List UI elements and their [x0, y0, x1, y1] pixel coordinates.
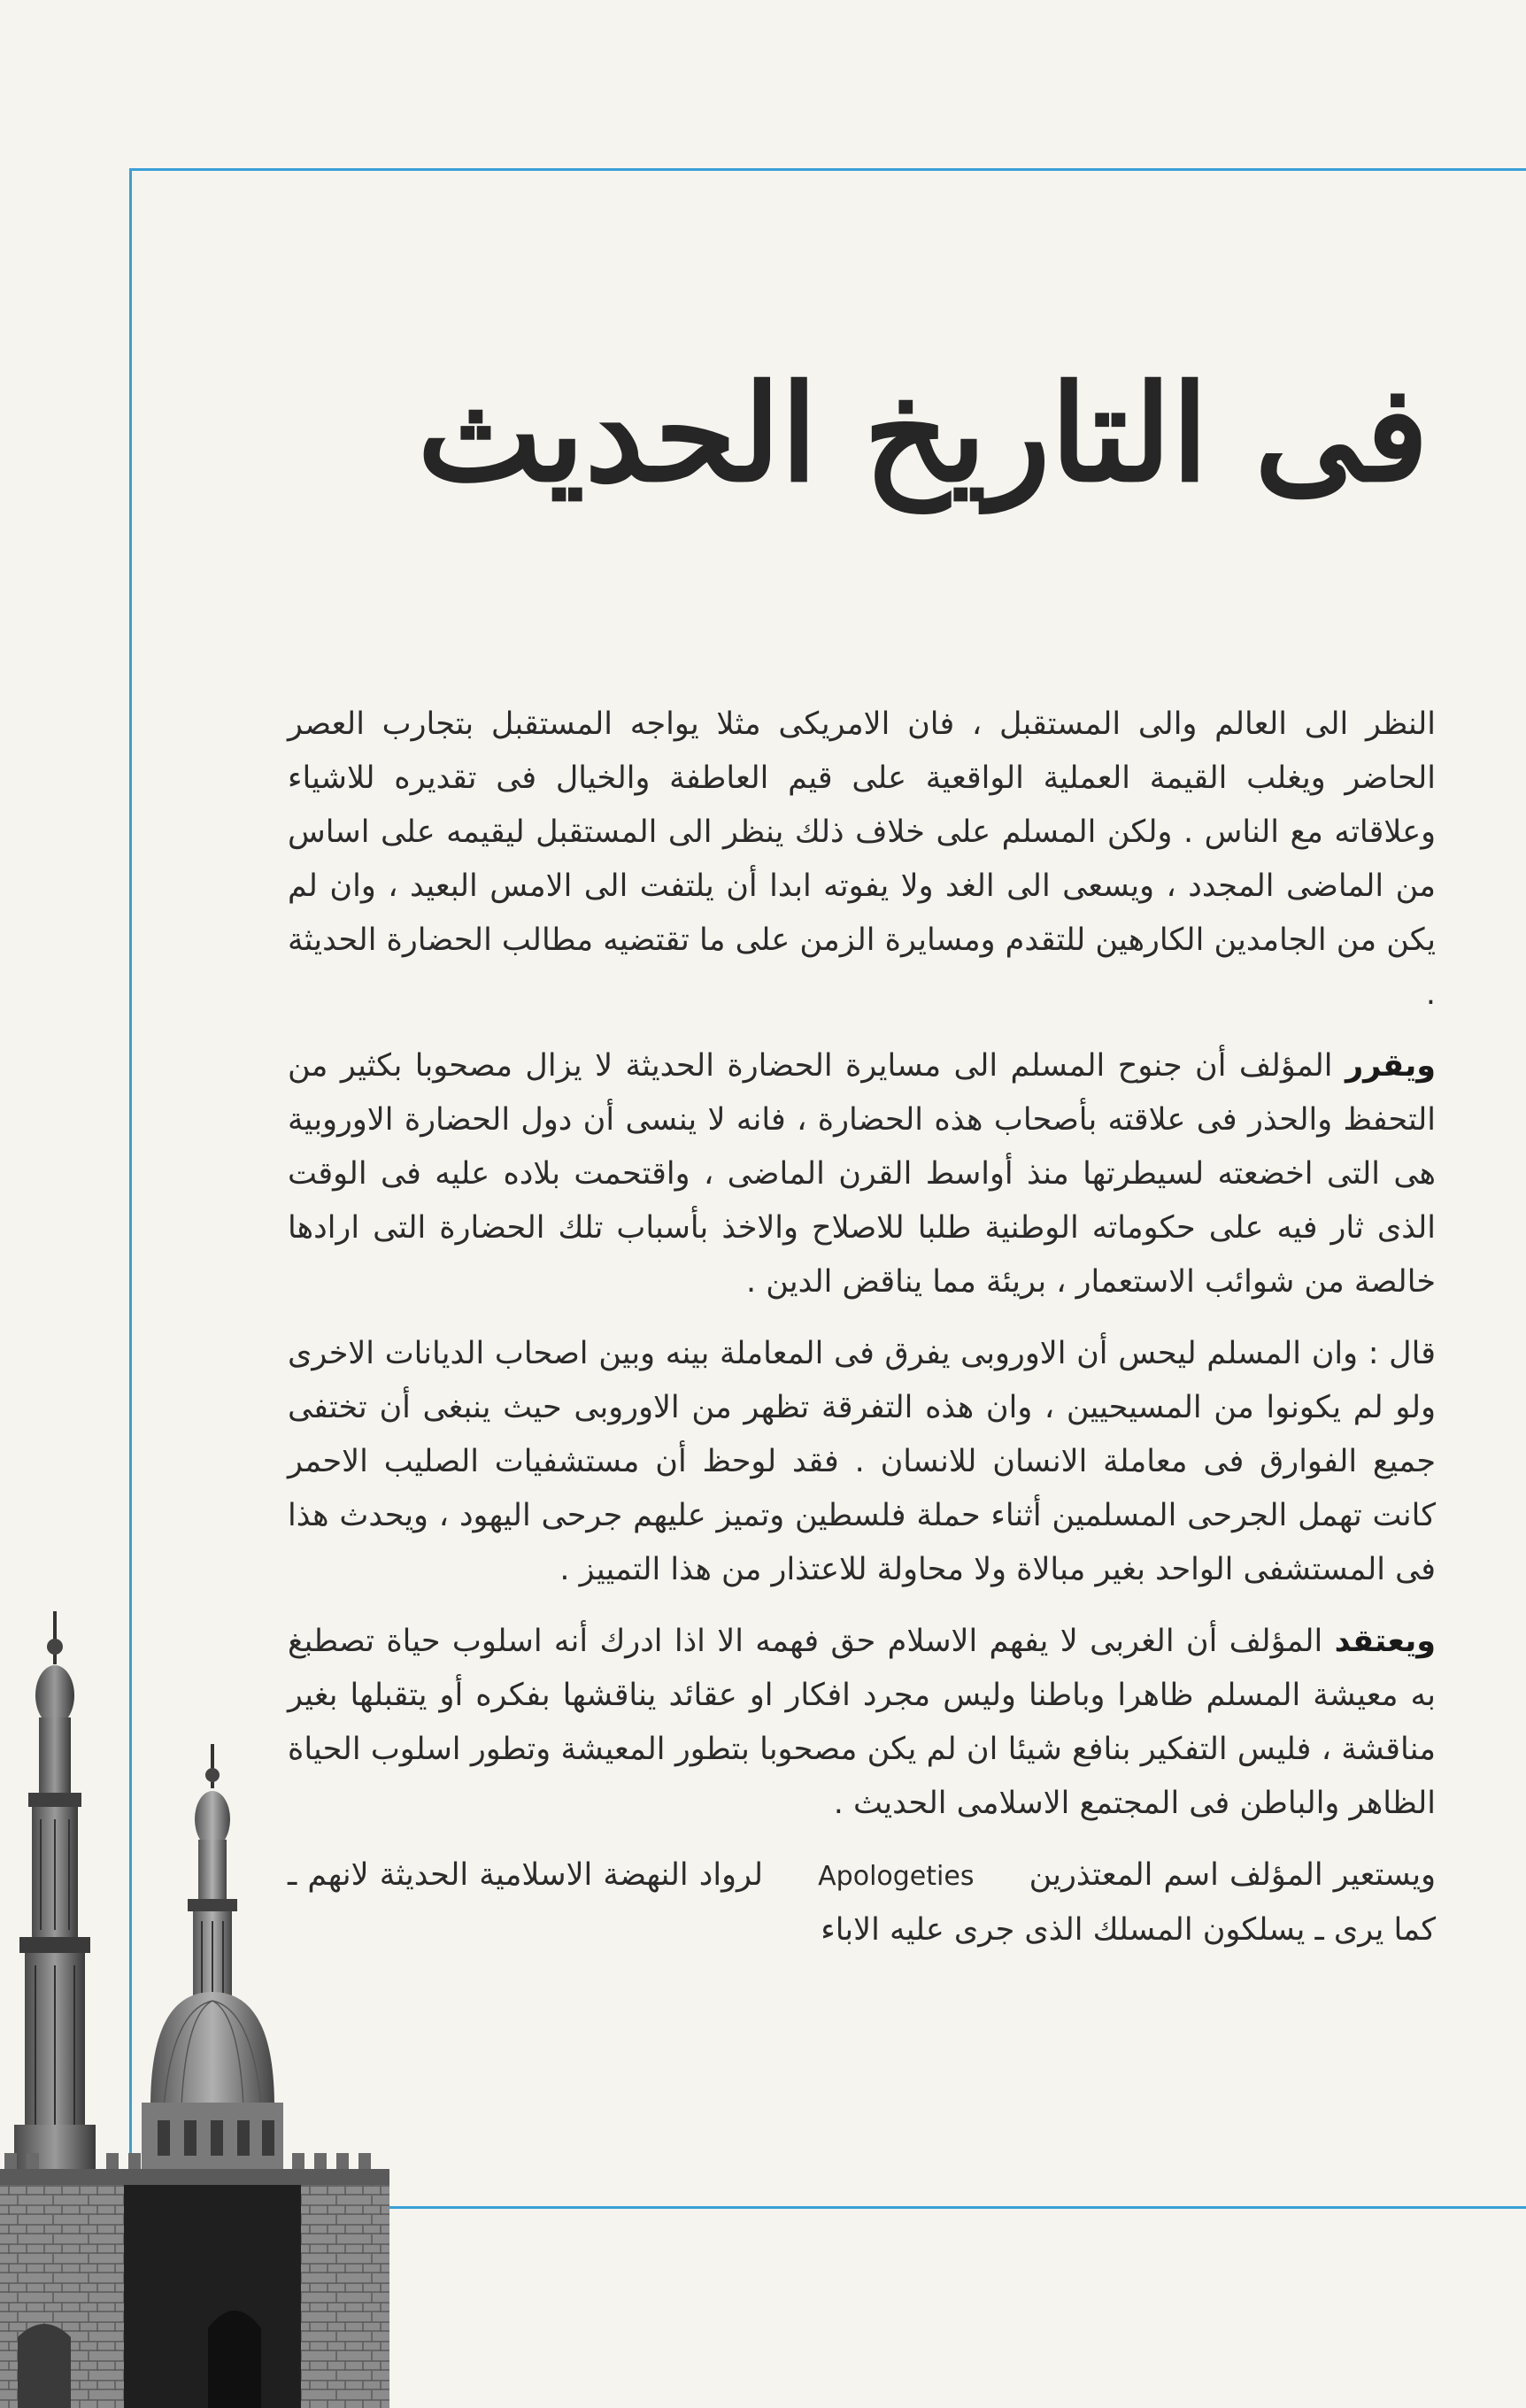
paragraph-3	[288, 1327, 1436, 1597]
paragraph-2	[288, 1039, 1436, 1309]
paragraph-text: قال : وان المسلم ليحس أن الاوروبى يفرق فى المعاملة بينه وبين اصحاب الديانات الاخرى ولو لم يكونوا من المسيحيين ، وان هذه التفرقة تظهر من الاوروبى حيث ينبغى أن تختفى جميع الفوارق فى معاملة الانسان للانسان . فقد لوحظ أن مستشفيات الصليب الاحمر كانت تهمل الجرحى المسلمين أثناء حملة فلسطين وتميز عليهم جرحى اليهود ، ويحدث هذا فى المستشفى الواحد بغير مبالاة ولا محاولة للاعتذار من هذا التمييز .	[288, 1336, 1436, 1587]
paragraph-1	[288, 698, 1436, 1022]
article-body	[288, 698, 1436, 1975]
paragraph-4	[288, 1615, 1436, 1831]
paragraph-text: المؤلف أن جنوح المسلم الى مسايرة الحضارة الحديثة لا يزال مصحوبا بكثير من التحفظ والحذر فى علاقته بأصحاب هذه الحضارة ، فانه لا ينسى أن دول الحضارة الاوروبية هى التى اخضعته لسيطرتها منذ أواسط القرن الماضى ، واقتحمت بلاده عليه فى الوقت الذى ثار فيه على حكوماته الوطنية طلبا للاصلاح والاخذ بأسباب تلك الحضارة التى ارادها خالصة من شوائب الاستعمار ، بريئة مما يناقض الدين .	[288, 1048, 1436, 1300]
paragraph-5	[288, 1848, 1436, 1957]
paragraph-text: المؤلف أن الغربى لا يفهم الاسلام حق فهمه الا اذا ادرك أنه اسلوب حياة تصطبغ به معيشة المسلم ظاهرا وباطنا وليس مجرد افكار او عقائد يناقشها بفكره أو يتقبلها بغير مناقشة ، فليس التفكير بنافع شيئا ان لم يكن مصحوبا بتطور المعيشة وتطور اسلوب الحياة الظاهر والباطن فى المجتمع الاسلامى الحديث .	[288, 1624, 1436, 1821]
paragraph-text-after: لرواد النهضة الاسلامية الحديثة لانهم ـ كما يرى ـ يسلكون المسلك الذى جرى عليه الاباء	[288, 1857, 1436, 1948]
latin-term: Apologeties	[818, 1861, 975, 1892]
page-title: فى التاريخ الحديث	[417, 356, 1429, 512]
mosque-illustration	[0, 1611, 389, 2408]
paragraph-lead-word: ويعتقد	[1334, 1624, 1436, 1659]
paragraph-lead-word: ويقرر	[1345, 1048, 1436, 1084]
paragraph-text: النظر الى العالم والى المستقبل ، فان الامريكى مثلا يواجه المستقبل بتجارب العصر الحاضر ويغلب القيمة العملية الواقعية على قيم العاطفة والخيال فى تقديره للاشياء وعلاقاته مع الناس . ولكن المسلم على خلاف ذلك ينظر الى المستقبل ليقيمه على اساس من الماضى المجدد ، ويسعى الى الغد ولا يفوته ابدا أن يلتفت الى الامس البعيد ، وان لم يكن من الجامدين الكارهين للتقدم ومسايرة الزمن على ما تقتضيه مطالب الحضارة الحديثة .	[288, 706, 1436, 1012]
paragraph-text-before: ويستعير المؤلف اسم المعتذرين	[1029, 1857, 1436, 1893]
